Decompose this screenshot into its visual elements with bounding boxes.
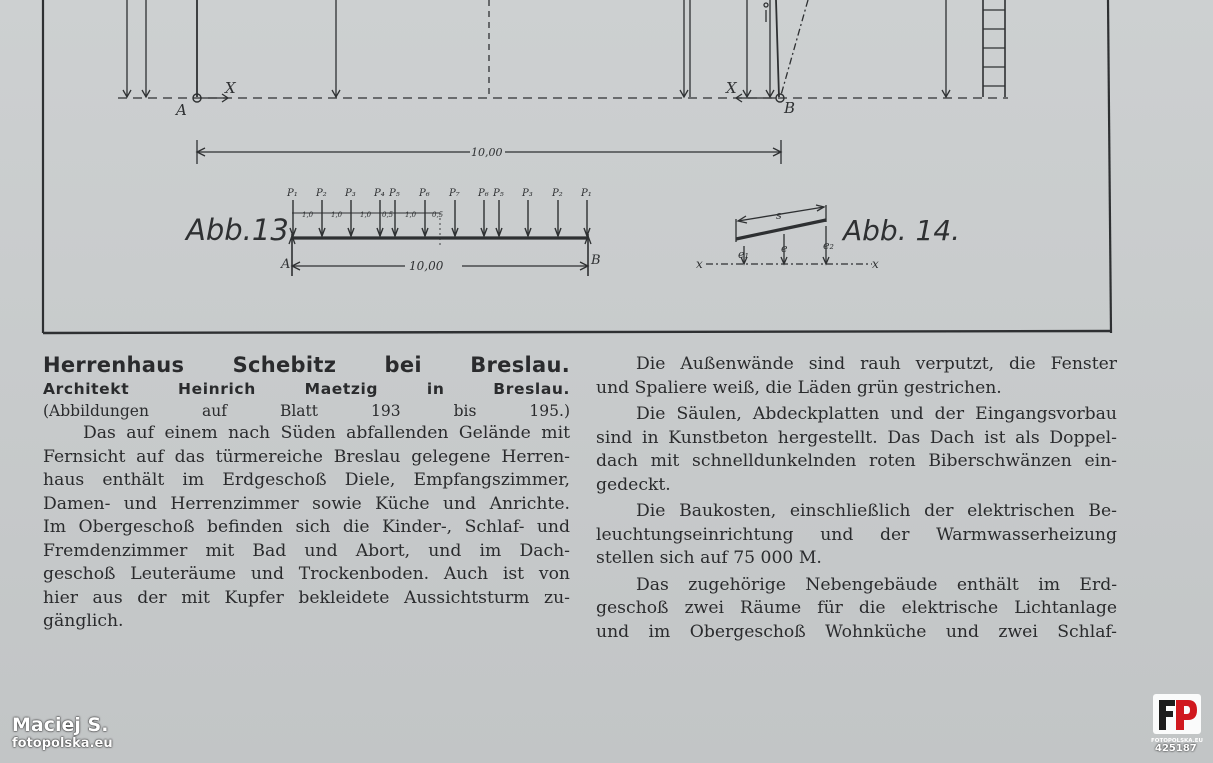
spacing-label: 0,5: [432, 211, 444, 219]
load-label: P₂: [316, 188, 327, 199]
load-label: P₁: [287, 188, 298, 199]
load-label: P₆: [419, 188, 430, 199]
abb14-e: e: [781, 242, 788, 255]
paragraph-outbuilding: [596, 574, 1117, 645]
article-left-column: [43, 352, 570, 634]
body-line: haus enthält im Erdgeschoß Diele, Empfangszimmer,: [43, 470, 570, 490]
body-line: stellen sich auf 75 000 M.: [596, 548, 822, 568]
watermark-site: fotopolska.eu: [12, 736, 113, 751]
abb13-support-b: B: [591, 253, 601, 268]
abb14-e1: e₁: [738, 248, 749, 261]
load-label: P₄: [374, 188, 385, 199]
body-line: Im Obergeschoß befinden sich die Kinder-, Schlaf- und: [43, 517, 570, 537]
abb14-length-s: s: [776, 209, 782, 222]
spacing-label: 1,0: [331, 211, 343, 219]
load-label: P₃: [522, 188, 533, 199]
abb14-x-right: x: [872, 257, 879, 271]
point-a-label: A: [176, 101, 187, 119]
spacing-label: 1,0: [360, 211, 372, 219]
paragraph-facade: [596, 353, 1117, 400]
main-span-dimension: 10,00: [471, 146, 503, 159]
abb13-span: 10,00: [409, 259, 444, 273]
point-b-label: B: [784, 99, 796, 117]
body-line: geschoß zwei Räume für die elektrische Lichtanlage: [596, 598, 1117, 618]
article-right-column: [596, 353, 1117, 644]
article-figure-note: (Abbildungen auf Blatt 193 bis 195.): [43, 402, 570, 420]
body-line: Die Baukosten, einschließlich der elektrischen Be-: [636, 501, 1117, 521]
article-title: Herrenhaus Schebitz bei Breslau.: [43, 353, 570, 377]
body-line: und Spaliere weiß, die Läden grün gestrichen.: [596, 377, 1002, 398]
abb14-e2: e₂: [823, 239, 834, 252]
watermark-author: Maciej S.: [12, 714, 109, 736]
body-line: gänglich.: [43, 611, 124, 631]
body-line: Das zugehörige Nebengebäude enthält im Erd-: [636, 574, 1117, 595]
load-label: P₇: [449, 188, 460, 199]
load-label: P₅: [389, 188, 400, 199]
logo-small-text: FOTOPOLSKA.EU: [1151, 738, 1203, 744]
article-left-body: [43, 422, 570, 634]
body-line: geschoß Leuteräume und Trockenboden. Auch ist von: [43, 564, 570, 584]
paragraph-materials: [596, 403, 1117, 497]
load-label: P₂: [552, 188, 563, 199]
body-line: Damen- und Herrenzimmer sowie Küche und Anrichte.: [43, 493, 570, 514]
body-line: gedeckt.: [596, 474, 671, 495]
spacing-label: 0,5: [382, 211, 394, 219]
article-subtitle: Architekt Heinrich Maetzig in Breslau.: [43, 380, 570, 398]
abb13-label: Abb.13.: [186, 213, 298, 247]
load-label: P₆: [478, 188, 489, 199]
spacing-label: 1,0: [302, 211, 314, 219]
body-line: Fernsicht auf das türmereiche Breslau gelegene Herren-: [43, 446, 570, 467]
body-line: sind in Kunstbeton hergestellt. Das Dach ist als Doppel-: [596, 427, 1117, 448]
abb13-support-a: A: [281, 257, 291, 272]
body-line: Die Außenwände sind rauh verputzt, die Fenster: [636, 354, 1117, 374]
load-label: P₁: [581, 188, 592, 199]
body-line: Fremdenzimmer mit Bad und Abort, und im Dach-: [43, 540, 570, 561]
body-line: Das auf einem nach Süden abfallenden Gelände mit: [83, 423, 570, 443]
axis-x-left-label: X: [225, 79, 236, 97]
abb14-label: Abb. 14.: [843, 214, 961, 247]
body-line: hier aus der mit Kupfer bekleidete Aussichtsturm zu-: [43, 587, 570, 608]
photo-id: 425187: [1155, 743, 1197, 754]
body-line: dach mit schnelldunkelnden roten Biberschwänzen ein-: [596, 451, 1117, 471]
body-line: und im Obergeschoß Wohnküche und zwei Schlaf-: [596, 621, 1117, 642]
spacing-label: 1,0: [405, 211, 417, 219]
abb14-x-left: x: [696, 257, 703, 271]
technical-drawing: [0, 0, 1213, 340]
load-label: P₃: [345, 188, 356, 199]
body-line: leuchtungseinrichtung und der Warmwasserheizung: [596, 524, 1117, 545]
axis-x-right-label: X: [726, 79, 737, 97]
fotopolska-logo: [1151, 691, 1203, 751]
paragraph-costs: [596, 500, 1117, 571]
load-label: P₅: [493, 188, 504, 199]
photographer-watermark: [12, 714, 113, 752]
body-line: Die Säulen, Abdeckplatten und der Eingangsvorbau: [636, 404, 1117, 424]
